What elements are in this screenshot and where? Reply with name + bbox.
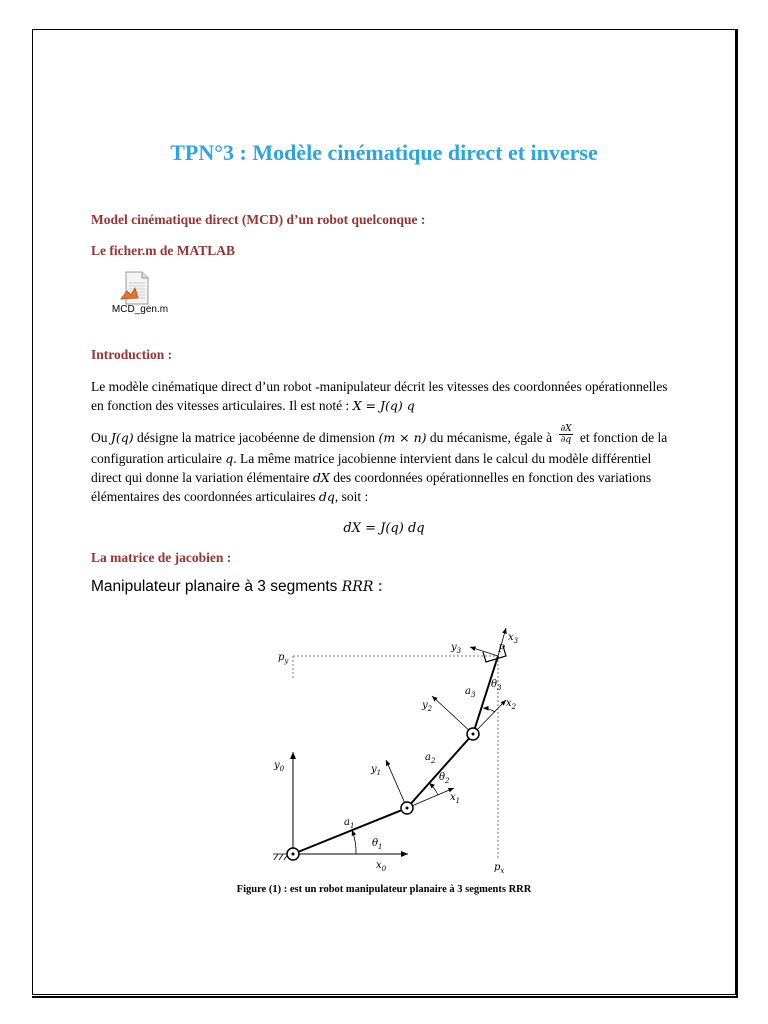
label-theta1: $\theta_1$: [372, 838, 383, 851]
jacobian-paragraph: Ou J(q) désigne la matrice jacobéenne de dimension (m × n) du mécanisme, égale à $\frac{\partial X}{\partial q}$ et fonction de la configuration articulaire q. La même matrice jacobienne intervient dans le calcul du modèle différentiel direct qui donne la variation élémentaire dX des coordonnées opérationnelles en fonction des variations élémentaires des coordonnées articulaires dq, soit :: [91, 424, 668, 505]
link-a2: [407, 734, 473, 808]
label-theta3: $\theta_3$: [491, 679, 502, 692]
heading-matlab-file: Le ficher.m de MATLAB: [91, 243, 235, 258]
file-label[interactable]: MCD_gen.m: [111, 304, 169, 315]
link-a3: [473, 656, 498, 734]
heading-mcd: Model cinématique direct (MCD) d’un robot quelconque :: [91, 212, 426, 227]
label-P: P: [498, 644, 505, 655]
link-a1: [293, 808, 407, 854]
label-a3: $a_3$: [465, 686, 476, 699]
matlab-file-icon[interactable]: [118, 271, 154, 305]
theta3-arc: [483, 708, 495, 712]
partial-fraction: $\frac{\partial X}{\partial q}$: [560, 424, 572, 446]
y2-axis: [432, 696, 473, 734]
intro-paragraph: Le modèle cinématique direct d’un robot -manipulateur décrit les vitesses des coordonnées opérationnelles en fonction des vitesses articulaires. Il est noté : X = J(q) q: [91, 379, 668, 413]
label-x2: $x_2$: [506, 698, 517, 711]
label-px: $p_x$: [494, 862, 505, 875]
theta1-arc: [352, 830, 356, 854]
label-a1: $a_1$: [344, 817, 355, 830]
heading-introduction: Introduction :: [91, 347, 173, 362]
x1-axis: [407, 788, 454, 808]
label-py: $p_y$: [278, 652, 289, 665]
label-y2: $y_2$: [422, 700, 433, 713]
rrr-robot-diagram: [258, 620, 548, 875]
label-y1: $y_1$: [371, 764, 382, 777]
differential-formula: dX = J(q) dq: [343, 521, 425, 536]
label-x0: $x_0$: [376, 860, 387, 873]
manipulator-heading: Manipulateur planaire à 3 segments RRR :: [91, 578, 383, 595]
label-x1: $x_1$: [450, 792, 461, 805]
label-y0: $y_0$: [274, 760, 285, 773]
page-title: TPN°3 : Modèle cinématique direct et inverse: [170, 140, 598, 165]
figure-caption: Figure (1) : est un robot manipulateur planaire à 3 segments RRR: [236, 884, 532, 895]
theta2-arc: [429, 783, 438, 795]
label-x3: $x_3$: [508, 632, 519, 645]
heading-jacobian: La matrice de jacobien :: [91, 550, 232, 565]
label-theta2: $\theta_2$: [439, 772, 450, 785]
label-a2: $a_2$: [425, 752, 436, 765]
label-y3: $y_3$: [451, 642, 462, 655]
y1-axis: [386, 760, 407, 808]
